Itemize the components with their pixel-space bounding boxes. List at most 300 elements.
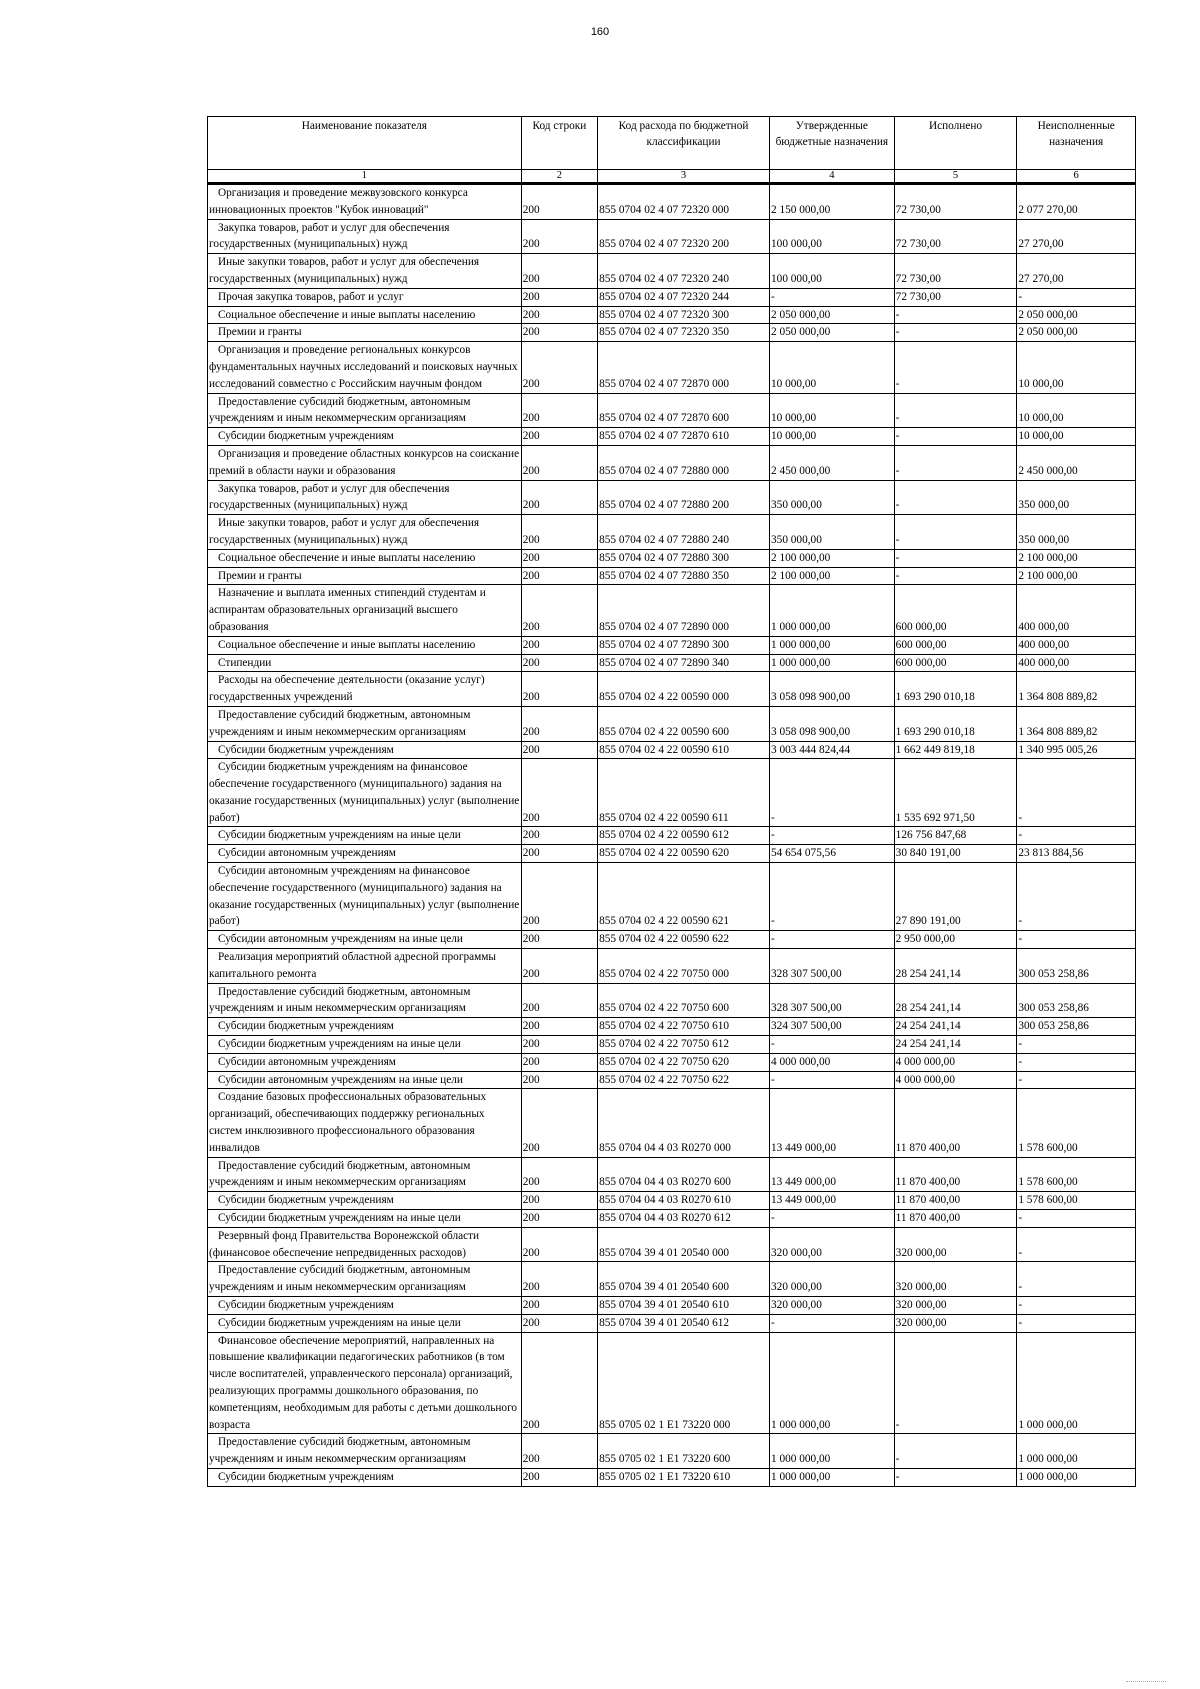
cell-line-code: 200 bbox=[521, 949, 597, 984]
cell-expense-code: 855 0705 02 1 E1 73220 600 bbox=[598, 1434, 770, 1469]
header-unexecuted: Неисполненные назначения bbox=[1017, 117, 1136, 170]
cell-executed: - bbox=[894, 515, 1017, 550]
cell-name: Субсидии автономным учреждениям на финансовое обеспечение государственного (муниципального) задания на оказание государственных (муниципальных) услуг (выполнение работ) bbox=[208, 863, 522, 931]
cell-executed: 126 756 847,68 bbox=[894, 827, 1017, 845]
cell-expense-code: 855 0704 04 4 03 R0270 600 bbox=[598, 1157, 770, 1192]
cell-executed: 72 730,00 bbox=[894, 219, 1017, 254]
cell-unexecuted: 350 000,00 bbox=[1017, 480, 1136, 515]
table-row bbox=[208, 863, 1136, 931]
cell-expense-code: 855 0704 02 4 07 72890 000 bbox=[598, 585, 770, 636]
cell-executed: 320 000,00 bbox=[894, 1314, 1017, 1332]
cell-expense-code: 855 0704 04 4 03 R0270 610 bbox=[598, 1192, 770, 1210]
cell-executed: 2 950 000,00 bbox=[894, 931, 1017, 949]
cell-expense-code: 855 0704 02 4 22 00590 621 bbox=[598, 863, 770, 931]
cell-name: Премии и гранты bbox=[208, 567, 522, 585]
cell-unexecuted: 1 340 995 005,26 bbox=[1017, 741, 1136, 759]
cell-name: Предоставление субсидий бюджетным, автономным учреждениям и иным некоммерческим организациям bbox=[208, 706, 522, 741]
cell-name: Организация и проведение межвузовского конкурса инновационных проектов "Кубок инноваций" bbox=[208, 184, 522, 220]
cell-expense-code: 855 0704 02 4 07 72320 200 bbox=[598, 219, 770, 254]
cell-approved: 2 050 000,00 bbox=[770, 306, 895, 324]
cell-unexecuted: 10 000,00 bbox=[1017, 393, 1136, 428]
table-row bbox=[208, 983, 1136, 1018]
cell-name: Субсидии бюджетным учреждениям на иные цели bbox=[208, 827, 522, 845]
table-row bbox=[208, 827, 1136, 845]
cell-unexecuted: - bbox=[1017, 827, 1136, 845]
cell-expense-code: 855 0704 04 4 03 R0270 612 bbox=[598, 1210, 770, 1228]
cell-approved: 1 000 000,00 bbox=[770, 585, 895, 636]
cell-approved: 320 000,00 bbox=[770, 1227, 895, 1262]
table-row bbox=[208, 759, 1136, 827]
cell-executed: 11 870 400,00 bbox=[894, 1192, 1017, 1210]
table-row bbox=[208, 393, 1136, 428]
cell-executed: 600 000,00 bbox=[894, 636, 1017, 654]
cell-expense-code: 855 0704 39 4 01 20540 610 bbox=[598, 1297, 770, 1315]
cell-expense-code: 855 0704 02 4 22 70750 610 bbox=[598, 1018, 770, 1036]
cell-approved: 320 000,00 bbox=[770, 1297, 895, 1315]
cell-name: Иные закупки товаров, работ и услуг для обеспечения государственных (муниципальных) нужд bbox=[208, 254, 522, 289]
cell-expense-code: 855 0704 02 4 07 72880 240 bbox=[598, 515, 770, 550]
cell-executed: 27 890 191,00 bbox=[894, 863, 1017, 931]
cell-executed: 1 535 692 971,50 bbox=[894, 759, 1017, 827]
header-approved: Утвержденные бюджетные назначения bbox=[770, 117, 895, 170]
cell-approved: 2 100 000,00 bbox=[770, 549, 895, 567]
table-row bbox=[208, 1468, 1136, 1486]
cell-name: Закупка товаров, работ и услуг для обеспечения государственных (муниципальных) нужд bbox=[208, 480, 522, 515]
cell-unexecuted: 1 364 808 889,82 bbox=[1017, 706, 1136, 741]
table-row bbox=[208, 428, 1136, 446]
table-row bbox=[208, 1262, 1136, 1297]
cell-approved: 10 000,00 bbox=[770, 393, 895, 428]
cell-name: Социальное обеспечение и иные выплаты населению bbox=[208, 306, 522, 324]
cell-approved: - bbox=[770, 288, 895, 306]
cell-name: Субсидии автономным учреждениям bbox=[208, 1053, 522, 1071]
cell-approved: 1 000 000,00 bbox=[770, 1332, 895, 1434]
cell-approved: 320 000,00 bbox=[770, 1262, 895, 1297]
table-row bbox=[208, 480, 1136, 515]
cell-executed: 24 254 241,14 bbox=[894, 1036, 1017, 1054]
cell-line-code: 200 bbox=[521, 254, 597, 289]
cell-approved: - bbox=[770, 931, 895, 949]
table-row bbox=[208, 1053, 1136, 1071]
cell-name: Прочая закупка товаров, работ и услуг bbox=[208, 288, 522, 306]
cell-line-code: 200 bbox=[521, 863, 597, 931]
cell-approved: - bbox=[770, 863, 895, 931]
cell-name: Резервный фонд Правительства Воронежской области (финансовое обеспечение непредвиденных расходов) bbox=[208, 1227, 522, 1262]
table-header-row bbox=[208, 117, 1136, 170]
table-row bbox=[208, 1227, 1136, 1262]
cell-expense-code: 855 0705 02 1 E1 73220 610 bbox=[598, 1468, 770, 1486]
cell-expense-code: 855 0704 02 4 22 70750 600 bbox=[598, 983, 770, 1018]
table-row bbox=[208, 672, 1136, 707]
cell-unexecuted: 2 100 000,00 bbox=[1017, 549, 1136, 567]
cell-approved: 2 450 000,00 bbox=[770, 445, 895, 480]
cell-name: Субсидии бюджетным учреждениям на иные цели bbox=[208, 1210, 522, 1228]
cell-line-code: 200 bbox=[521, 1297, 597, 1315]
cell-approved: 10 000,00 bbox=[770, 342, 895, 393]
cell-expense-code: 855 0704 02 4 07 72320 350 bbox=[598, 324, 770, 342]
table-row bbox=[208, 1036, 1136, 1054]
cell-executed: 600 000,00 bbox=[894, 585, 1017, 636]
cell-expense-code: 855 0704 02 4 07 72870 000 bbox=[598, 342, 770, 393]
cell-expense-code: 855 0704 02 4 07 72320 244 bbox=[598, 288, 770, 306]
table-row bbox=[208, 1192, 1136, 1210]
table-row bbox=[208, 1332, 1136, 1434]
table-row bbox=[208, 706, 1136, 741]
cell-expense-code: 855 0704 02 4 07 72890 300 bbox=[598, 636, 770, 654]
table-row bbox=[208, 1434, 1136, 1469]
cell-unexecuted: 400 000,00 bbox=[1017, 654, 1136, 672]
cell-line-code: 200 bbox=[521, 567, 597, 585]
cell-expense-code: 855 0704 02 4 07 72880 300 bbox=[598, 549, 770, 567]
cell-line-code: 200 bbox=[521, 1210, 597, 1228]
cell-expense-code: 855 0704 02 4 07 72870 610 bbox=[598, 428, 770, 446]
cell-unexecuted: 1 578 600,00 bbox=[1017, 1157, 1136, 1192]
table-row bbox=[208, 1157, 1136, 1192]
cell-line-code: 200 bbox=[521, 480, 597, 515]
cell-executed: 28 254 241,14 bbox=[894, 949, 1017, 984]
table-row bbox=[208, 636, 1136, 654]
table-row bbox=[208, 549, 1136, 567]
cell-approved: 1 000 000,00 bbox=[770, 1434, 895, 1469]
cell-name: Премии и гранты bbox=[208, 324, 522, 342]
cell-name: Создание базовых профессиональных образовательных организаций, обеспечивающих поддержку региональных систем инклюзивного профессионального образования инвалидов bbox=[208, 1089, 522, 1157]
table-row bbox=[208, 845, 1136, 863]
cell-line-code: 200 bbox=[521, 983, 597, 1018]
table-row bbox=[208, 288, 1136, 306]
cell-approved: 2 050 000,00 bbox=[770, 324, 895, 342]
cell-expense-code: 855 0704 02 4 22 70750 000 bbox=[598, 949, 770, 984]
cell-line-code: 200 bbox=[521, 342, 597, 393]
table-row bbox=[208, 1089, 1136, 1157]
header-executed: Исполнено bbox=[894, 117, 1017, 170]
cell-unexecuted: - bbox=[1017, 1262, 1136, 1297]
cell-unexecuted: - bbox=[1017, 1071, 1136, 1089]
cell-line-code: 200 bbox=[521, 1089, 597, 1157]
cell-line-code: 200 bbox=[521, 845, 597, 863]
table-row bbox=[208, 306, 1136, 324]
cell-name: Субсидии бюджетным учреждениям на иные цели bbox=[208, 1314, 522, 1332]
cell-unexecuted: 1 578 600,00 bbox=[1017, 1192, 1136, 1210]
cell-executed: - bbox=[894, 549, 1017, 567]
cell-executed: 320 000,00 bbox=[894, 1262, 1017, 1297]
cell-executed: - bbox=[894, 445, 1017, 480]
cell-executed: 11 870 400,00 bbox=[894, 1210, 1017, 1228]
cell-executed: - bbox=[894, 428, 1017, 446]
cell-executed: 4 000 000,00 bbox=[894, 1053, 1017, 1071]
cell-unexecuted: 1 364 808 889,82 bbox=[1017, 672, 1136, 707]
cell-line-code: 200 bbox=[521, 672, 597, 707]
cell-unexecuted: - bbox=[1017, 759, 1136, 827]
cell-unexecuted: 1 578 600,00 bbox=[1017, 1089, 1136, 1157]
cell-approved: 54 654 075,56 bbox=[770, 845, 895, 863]
header-expense-code: Код расхода по бюджетной классификации bbox=[598, 117, 770, 170]
cell-name: Социальное обеспечение и иные выплаты населению bbox=[208, 549, 522, 567]
cell-unexecuted: 10 000,00 bbox=[1017, 342, 1136, 393]
cell-unexecuted: - bbox=[1017, 1210, 1136, 1228]
cell-line-code: 200 bbox=[521, 515, 597, 550]
cell-approved: 4 000 000,00 bbox=[770, 1053, 895, 1071]
cell-name: Назначение и выплата именных стипендий студентам и аспирантам образовательных организаций высшего образования bbox=[208, 585, 522, 636]
cell-approved: 350 000,00 bbox=[770, 515, 895, 550]
cell-name: Организация и проведение региональных конкурсов фундаментальных научных исследований и поисковых научных исследований совместно с Российским научным фондом bbox=[208, 342, 522, 393]
table-row bbox=[208, 585, 1136, 636]
table-row bbox=[208, 342, 1136, 393]
table-row bbox=[208, 931, 1136, 949]
cell-expense-code: 855 0704 02 4 07 72320 240 bbox=[598, 254, 770, 289]
cell-approved: 2 100 000,00 bbox=[770, 567, 895, 585]
cell-approved: 3 058 098 900,00 bbox=[770, 672, 895, 707]
cell-line-code: 200 bbox=[521, 428, 597, 446]
cell-unexecuted: 1 000 000,00 bbox=[1017, 1468, 1136, 1486]
cell-approved: 13 449 000,00 bbox=[770, 1192, 895, 1210]
cell-unexecuted: 2 050 000,00 bbox=[1017, 324, 1136, 342]
table-row bbox=[208, 1297, 1136, 1315]
cell-line-code: 200 bbox=[521, 1468, 597, 1486]
cell-name: Субсидии бюджетным учреждениям на финансовое обеспечение государственного (муниципального) задания на оказание государственных (муниципальных) услуг (выполнение работ) bbox=[208, 759, 522, 827]
cell-expense-code: 855 0704 02 4 07 72880 000 bbox=[598, 445, 770, 480]
cell-line-code: 200 bbox=[521, 393, 597, 428]
cell-approved: 3 058 098 900,00 bbox=[770, 706, 895, 741]
cell-expense-code: 855 0704 02 4 22 00590 622 bbox=[598, 931, 770, 949]
cell-executed: - bbox=[894, 567, 1017, 585]
column-number: 1 bbox=[208, 170, 522, 184]
cell-expense-code: 855 0704 39 4 01 20540 612 bbox=[598, 1314, 770, 1332]
cell-executed: - bbox=[894, 1434, 1017, 1469]
cell-expense-code: 855 0704 02 4 22 00590 611 bbox=[598, 759, 770, 827]
cell-unexecuted: 27 270,00 bbox=[1017, 219, 1136, 254]
table-row bbox=[208, 324, 1136, 342]
cell-name: Субсидии бюджетным учреждениям bbox=[208, 1192, 522, 1210]
cell-approved: - bbox=[770, 1314, 895, 1332]
cell-approved: 1 000 000,00 bbox=[770, 636, 895, 654]
cell-executed: 1 693 290 010,18 bbox=[894, 672, 1017, 707]
cell-approved: 2 150 000,00 bbox=[770, 184, 895, 220]
budget-execution-table bbox=[207, 116, 1136, 1487]
column-number: 5 bbox=[894, 170, 1017, 184]
cell-line-code: 200 bbox=[521, 1036, 597, 1054]
cell-line-code: 200 bbox=[521, 549, 597, 567]
cell-line-code: 200 bbox=[521, 219, 597, 254]
cell-unexecuted: - bbox=[1017, 1053, 1136, 1071]
cell-expense-code: 855 0704 39 4 01 20540 000 bbox=[598, 1227, 770, 1262]
cell-unexecuted: 400 000,00 bbox=[1017, 636, 1136, 654]
cell-approved: 100 000,00 bbox=[770, 254, 895, 289]
cell-name: Стипендии bbox=[208, 654, 522, 672]
table-row bbox=[208, 741, 1136, 759]
cell-line-code: 200 bbox=[521, 324, 597, 342]
cell-approved: 324 307 500,00 bbox=[770, 1018, 895, 1036]
cell-line-code: 200 bbox=[521, 288, 597, 306]
cell-line-code: 200 bbox=[521, 1018, 597, 1036]
cell-name: Субсидии бюджетным учреждениям bbox=[208, 1468, 522, 1486]
header-line-code: Код строки bbox=[521, 117, 597, 170]
cell-executed: 320 000,00 bbox=[894, 1227, 1017, 1262]
cell-executed: - bbox=[894, 1332, 1017, 1434]
cell-approved: 328 307 500,00 bbox=[770, 949, 895, 984]
cell-expense-code: 855 0704 02 4 07 72870 600 bbox=[598, 393, 770, 428]
column-number-row bbox=[208, 170, 1136, 184]
cell-expense-code: 855 0705 02 1 E1 73220 000 bbox=[598, 1332, 770, 1434]
cell-expense-code: 855 0704 39 4 01 20540 600 bbox=[598, 1262, 770, 1297]
cell-expense-code: 855 0704 02 4 07 72880 200 bbox=[598, 480, 770, 515]
table-row bbox=[208, 219, 1136, 254]
cell-line-code: 200 bbox=[521, 445, 597, 480]
cell-line-code: 200 bbox=[521, 706, 597, 741]
cell-line-code: 200 bbox=[521, 1434, 597, 1469]
cell-executed: - bbox=[894, 480, 1017, 515]
cell-name: Иные закупки товаров, работ и услуг для обеспечения государственных (муниципальных) нужд bbox=[208, 515, 522, 550]
cell-line-code: 200 bbox=[521, 741, 597, 759]
cell-executed: - bbox=[894, 393, 1017, 428]
table-row bbox=[208, 445, 1136, 480]
cell-approved: 1 000 000,00 bbox=[770, 654, 895, 672]
cell-executed: 320 000,00 bbox=[894, 1297, 1017, 1315]
table-row bbox=[208, 949, 1136, 984]
cell-expense-code: 855 0704 02 4 22 70750 612 bbox=[598, 1036, 770, 1054]
column-number: 3 bbox=[598, 170, 770, 184]
cell-unexecuted: 23 813 884,56 bbox=[1017, 845, 1136, 863]
cell-executed: 1 693 290 010,18 bbox=[894, 706, 1017, 741]
cell-executed: 72 730,00 bbox=[894, 184, 1017, 220]
cell-expense-code: 855 0704 02 4 22 00590 600 bbox=[598, 706, 770, 741]
cell-line-code: 200 bbox=[521, 306, 597, 324]
cell-executed: - bbox=[894, 342, 1017, 393]
cell-unexecuted: 2 100 000,00 bbox=[1017, 567, 1136, 585]
cell-approved: - bbox=[770, 827, 895, 845]
column-number: 4 bbox=[770, 170, 895, 184]
cell-line-code: 200 bbox=[521, 1262, 597, 1297]
column-number: 2 bbox=[521, 170, 597, 184]
cell-approved: - bbox=[770, 1071, 895, 1089]
table-row bbox=[208, 1018, 1136, 1036]
cell-unexecuted: - bbox=[1017, 1314, 1136, 1332]
cell-unexecuted: - bbox=[1017, 1227, 1136, 1262]
cell-executed: - bbox=[894, 306, 1017, 324]
cell-name: Расходы на обеспечение деятельности (оказание услуг) государственных учреждений bbox=[208, 672, 522, 707]
cell-line-code: 200 bbox=[521, 636, 597, 654]
cell-expense-code: 855 0704 02 4 22 70750 620 bbox=[598, 1053, 770, 1071]
cell-executed: - bbox=[894, 1468, 1017, 1486]
cell-name: Субсидии автономным учреждениям на иные цели bbox=[208, 931, 522, 949]
cell-name: Социальное обеспечение и иные выплаты населению bbox=[208, 636, 522, 654]
cell-name: Финансовое обеспечение мероприятий, направленных на повышение квалификации педагогических работников (в том числе воспитателей, управленческого персонала) организаций, реализующих программы дошкольного образования, по компетенциям, необходимым для работы с детьми дошкольного возраста bbox=[208, 1332, 522, 1434]
cell-approved: - bbox=[770, 1210, 895, 1228]
cell-unexecuted: 350 000,00 bbox=[1017, 515, 1136, 550]
page-number: 160 bbox=[590, 26, 610, 38]
cell-line-code: 200 bbox=[521, 827, 597, 845]
cell-unexecuted: - bbox=[1017, 288, 1136, 306]
cell-expense-code: 855 0704 02 4 07 72890 340 bbox=[598, 654, 770, 672]
cell-expense-code: 855 0704 02 4 22 00590 000 bbox=[598, 672, 770, 707]
cell-name: Предоставление субсидий бюджетным, автономным учреждениям и иным некоммерческим организациям bbox=[208, 393, 522, 428]
cell-expense-code: 855 0704 02 4 22 00590 610 bbox=[598, 741, 770, 759]
cell-expense-code: 855 0704 02 4 22 00590 612 bbox=[598, 827, 770, 845]
cell-name: Субсидии бюджетным учреждениям bbox=[208, 1018, 522, 1036]
cell-expense-code: 855 0704 02 4 22 70750 622 bbox=[598, 1071, 770, 1089]
cell-expense-code: 855 0704 04 4 03 R0270 000 bbox=[598, 1089, 770, 1157]
cell-approved: 3 003 444 824,44 bbox=[770, 741, 895, 759]
cell-executed: 30 840 191,00 bbox=[894, 845, 1017, 863]
cell-line-code: 200 bbox=[521, 184, 597, 220]
cell-executed: 72 730,00 bbox=[894, 254, 1017, 289]
cell-expense-code: 855 0704 02 4 07 72320 000 bbox=[598, 184, 770, 220]
cell-unexecuted: 400 000,00 bbox=[1017, 585, 1136, 636]
cell-line-code: 200 bbox=[521, 585, 597, 636]
cell-approved: 328 307 500,00 bbox=[770, 983, 895, 1018]
table-row bbox=[208, 184, 1136, 220]
cell-executed: 11 870 400,00 bbox=[894, 1157, 1017, 1192]
cell-name: Субсидии бюджетным учреждениям bbox=[208, 428, 522, 446]
cell-expense-code: 855 0704 02 4 07 72880 350 bbox=[598, 567, 770, 585]
cell-name: Субсидии бюджетным учреждениям bbox=[208, 1297, 522, 1315]
cell-line-code: 200 bbox=[521, 1227, 597, 1262]
cell-unexecuted: - bbox=[1017, 1036, 1136, 1054]
cell-approved: 13 449 000,00 bbox=[770, 1089, 895, 1157]
cell-unexecuted: 300 053 258,86 bbox=[1017, 949, 1136, 984]
cell-line-code: 200 bbox=[521, 1192, 597, 1210]
table-body bbox=[208, 184, 1136, 1487]
table-row bbox=[208, 254, 1136, 289]
cell-unexecuted: - bbox=[1017, 1297, 1136, 1315]
cell-approved: 13 449 000,00 bbox=[770, 1157, 895, 1192]
cell-name: Предоставление субсидий бюджетным, автономным учреждениям и иным некоммерческим организациям bbox=[208, 1157, 522, 1192]
cell-line-code: 200 bbox=[521, 1071, 597, 1089]
cell-executed: 1 662 449 819,18 bbox=[894, 741, 1017, 759]
cell-line-code: 200 bbox=[521, 1157, 597, 1192]
cell-line-code: 200 bbox=[521, 654, 597, 672]
cell-approved: 350 000,00 bbox=[770, 480, 895, 515]
table-row bbox=[208, 567, 1136, 585]
cell-approved: 10 000,00 bbox=[770, 428, 895, 446]
cell-executed: 24 254 241,14 bbox=[894, 1018, 1017, 1036]
table-row bbox=[208, 1071, 1136, 1089]
cell-name: Предоставление субсидий бюджетным, автономным учреждениям и иным некоммерческим организациям bbox=[208, 1434, 522, 1469]
cell-executed: 28 254 241,14 bbox=[894, 983, 1017, 1018]
cell-unexecuted: 2 077 270,00 bbox=[1017, 184, 1136, 220]
header-indicator-name: Наименование показателя bbox=[208, 117, 522, 170]
cell-name: Предоставление субсидий бюджетным, автономным учреждениям и иным некоммерческим организациям bbox=[208, 1262, 522, 1297]
cell-executed: 4 000 000,00 bbox=[894, 1071, 1017, 1089]
cell-name: Закупка товаров, работ и услуг для обеспечения государственных (муниципальных) нужд bbox=[208, 219, 522, 254]
cell-unexecuted: 2 450 000,00 bbox=[1017, 445, 1136, 480]
cell-name: Организация и проведение областных конкурсов на соискание премий в области науки и образования bbox=[208, 445, 522, 480]
cell-approved: - bbox=[770, 1036, 895, 1054]
cell-executed: - bbox=[894, 324, 1017, 342]
cell-expense-code: 855 0704 02 4 22 00590 620 bbox=[598, 845, 770, 863]
table-row bbox=[208, 1210, 1136, 1228]
cell-name: Субсидии автономным учреждениям на иные цели bbox=[208, 1071, 522, 1089]
column-number: 6 bbox=[1017, 170, 1136, 184]
cell-executed: 72 730,00 bbox=[894, 288, 1017, 306]
cell-unexecuted: 1 000 000,00 bbox=[1017, 1332, 1136, 1434]
table-row bbox=[208, 515, 1136, 550]
cell-unexecuted: 1 000 000,00 bbox=[1017, 1434, 1136, 1469]
table-row bbox=[208, 654, 1136, 672]
cell-executed: 11 870 400,00 bbox=[894, 1089, 1017, 1157]
cell-unexecuted: - bbox=[1017, 931, 1136, 949]
cell-line-code: 200 bbox=[521, 931, 597, 949]
cell-expense-code: 855 0704 02 4 07 72320 300 bbox=[598, 306, 770, 324]
cell-unexecuted: 2 050 000,00 bbox=[1017, 306, 1136, 324]
cell-unexecuted: 300 053 258,86 bbox=[1017, 983, 1136, 1018]
cell-line-code: 200 bbox=[521, 1332, 597, 1434]
cell-unexecuted: 300 053 258,86 bbox=[1017, 1018, 1136, 1036]
cell-approved: 100 000,00 bbox=[770, 219, 895, 254]
cell-name: Реализация мероприятий областной адресной программы капитального ремонта bbox=[208, 949, 522, 984]
cell-name: Субсидии автономным учреждениям bbox=[208, 845, 522, 863]
cell-line-code: 200 bbox=[521, 1053, 597, 1071]
cell-unexecuted: 27 270,00 bbox=[1017, 254, 1136, 289]
